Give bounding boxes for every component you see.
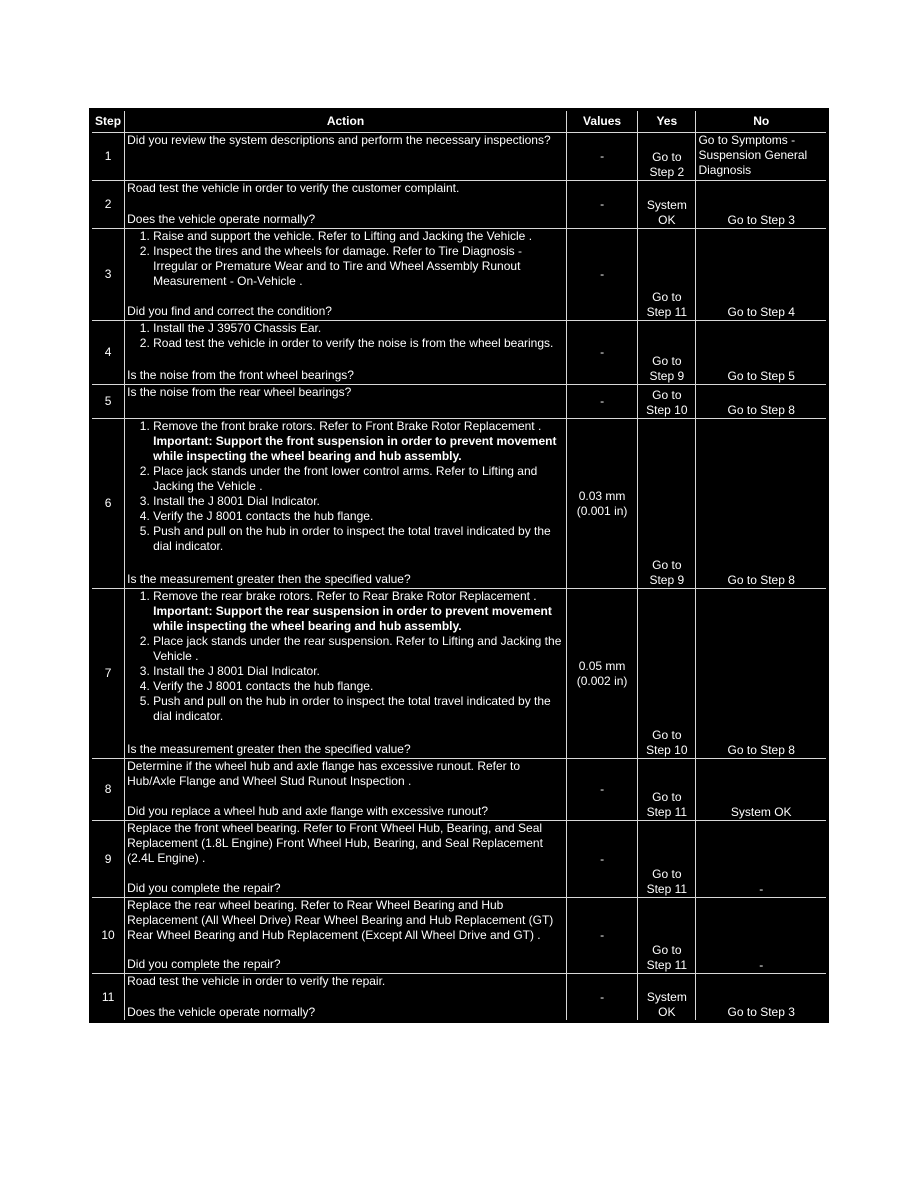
question: Does the vehicle operate normally? [127, 1005, 316, 1019]
question: Is the noise from the front wheel bearings? [127, 368, 354, 382]
diagnostic-table [89, 108, 829, 1023]
question: Did you review the system descriptions and perform the necessary inspections? [127, 133, 551, 147]
table-row [91, 759, 828, 821]
instruction: Road test the vehicle in order to verify the repair. [127, 974, 386, 988]
values-cell: - [566, 759, 637, 821]
list-item: 2. Place jack stands under the front lower control arms. Refer to Lifting and Jacking the Vehicle . [153, 464, 564, 494]
list-item: 2. Inspect the tires and the wheels for damage. Refer to Tire Diagnosis - Irregular or Premature Wear and to Tire and Wheel Assembly Runout Measurement - On-Vehicle . [153, 244, 564, 289]
action-cell [125, 821, 567, 898]
step-number: 8 [91, 759, 125, 821]
question: Did you replace a wheel hub and axle flange with excessive runout? [127, 804, 489, 818]
important-note: Important: Support the front suspension in order to prevent movement while inspecting the wheel bearing and hub assembly. [153, 434, 557, 463]
values-cell: 0.03 mm (0.001 in) [566, 419, 637, 589]
action-cell [125, 759, 567, 821]
step-number: 9 [91, 821, 125, 898]
table-row [91, 229, 828, 321]
table-row [91, 321, 828, 385]
action-cell [125, 385, 567, 419]
action-cell [125, 229, 567, 321]
header-action: Action [125, 110, 567, 133]
yes-cell: System OK [638, 974, 696, 1022]
step-number: 11 [91, 974, 125, 1022]
header-row [91, 110, 828, 133]
no-cell: Go to Step 4 [696, 229, 828, 321]
list-item: 1. Raise and support the vehicle. Refer to Lifting and Jacking the Vehicle . [153, 229, 564, 244]
header-yes: Yes [638, 110, 696, 133]
instruction: Road test the vehicle in order to verify the customer complaint. [127, 181, 460, 195]
list-item: 5. Push and pull on the hub in order to inspect the total travel indicated by the dial indicator. [153, 694, 564, 724]
no-cell: - [696, 821, 828, 898]
list-item: 3. Install the J 8001 Dial Indicator. [153, 494, 564, 509]
no-cell: Go to Step 8 [696, 419, 828, 589]
step-number: 2 [91, 181, 125, 229]
step-number: 3 [91, 229, 125, 321]
list-item: 2. Place jack stands under the rear suspension. Refer to Lifting and Jacking the Vehicle . [153, 634, 564, 664]
table-row [91, 898, 828, 974]
table-row [91, 974, 828, 1022]
list-item [153, 419, 564, 464]
instruction: Replace the rear wheel bearing. Refer to Rear Wheel Bearing and Hub Replacement (All Wheel Drive) Rear Wheel Bearing and Hub Replacement (GT) Rear Wheel Bearing and Hub Replacement (Except All Wheel Drive and GT) . [127, 898, 554, 942]
list-item: 4. Verify the J 8001 contacts the hub flange. [153, 679, 564, 694]
list-item-text: Remove the rear brake rotors. Refer to Rear Brake Rotor Replacement . [153, 589, 537, 603]
action-cell [125, 419, 567, 589]
header-values: Values [566, 110, 637, 133]
yes-cell: Go to Step 9 [638, 321, 696, 385]
no-cell: Go to Step 8 [696, 589, 828, 759]
question: Does the vehicle operate normally? [127, 212, 316, 226]
values-cell: - [566, 321, 637, 385]
action-cell [125, 898, 567, 974]
values-cell: - [566, 181, 637, 229]
action-cell [125, 974, 567, 1022]
table-row [91, 589, 828, 759]
action-cell [125, 181, 567, 229]
question: Did you find and correct the condition? [127, 304, 332, 318]
list-item: 1. Install the J 39570 Chassis Ear. [153, 321, 564, 336]
step-number: 10 [91, 898, 125, 974]
action-cell [125, 321, 567, 385]
step-number: 5 [91, 385, 125, 419]
yes-cell: Go to Step 10 [638, 385, 696, 419]
step-number: 4 [91, 321, 125, 385]
no-cell: - [696, 898, 828, 974]
step-list [127, 321, 564, 351]
yes-cell: Go to Step 11 [638, 229, 696, 321]
list-item: 4. Verify the J 8001 contacts the hub flange. [153, 509, 564, 524]
values-cell: - [566, 974, 637, 1022]
question: Did you complete the repair? [127, 957, 281, 971]
no-cell: Go to Step 3 [696, 974, 828, 1022]
question: Is the measurement greater then the specified value? [127, 572, 411, 586]
values-cell: - [566, 229, 637, 321]
step-list [127, 589, 564, 724]
action-cell [125, 133, 567, 181]
step-number: 6 [91, 419, 125, 589]
instruction: Replace the front wheel bearing. Refer to Front Wheel Hub, Bearing, and Seal Replacement (1.8L Engine) Front Wheel Hub, Bearing, and Seal Replacement (2.4L Engine) . [127, 821, 543, 865]
header-step: Step [91, 110, 125, 133]
instruction: Determine if the wheel hub and axle flange has excessive runout. Refer to Hub/Axle Flange and Wheel Stud Runout Inspection . [127, 759, 521, 788]
list-item: 2. Road test the vehicle in order to verify the noise is from the wheel bearings. [153, 336, 564, 351]
no-cell: Go to Step 3 [696, 181, 828, 229]
header-no: No [696, 110, 828, 133]
step-number: 1 [91, 133, 125, 181]
table-row [91, 385, 828, 419]
table-row [91, 821, 828, 898]
step-number: 7 [91, 589, 125, 759]
yes-cell: Go to Step 11 [638, 759, 696, 821]
list-item-text: Remove the front brake rotors. Refer to Front Brake Rotor Replacement . [153, 419, 542, 433]
step-list [127, 419, 564, 554]
question: Is the measurement greater then the specified value? [127, 742, 411, 756]
list-item: 3. Install the J 8001 Dial Indicator. [153, 664, 564, 679]
yes-cell: Go to Step 10 [638, 589, 696, 759]
yes-cell: System OK [638, 181, 696, 229]
no-cell: System OK [696, 759, 828, 821]
no-cell: Go to Step 8 [696, 385, 828, 419]
list-item: 5. Push and pull on the hub in order to inspect the total travel indicated by the dial indicator. [153, 524, 564, 554]
values-cell: - [566, 898, 637, 974]
list-item [153, 589, 564, 634]
important-note: Important: Support the rear suspension in order to prevent movement while inspecting the wheel bearing and hub assembly. [153, 604, 552, 633]
yes-cell: Go to Step 11 [638, 898, 696, 974]
yes-cell: Go to Step 11 [638, 821, 696, 898]
table-row [91, 419, 828, 589]
table-row [91, 181, 828, 229]
question: Is the noise from the rear wheel bearings? [127, 385, 352, 399]
values-cell: - [566, 821, 637, 898]
yes-cell: Go to Step 2 [638, 133, 696, 181]
values-cell: - [566, 133, 637, 181]
step-list [127, 229, 564, 289]
table-row [91, 133, 828, 181]
question: Did you complete the repair? [127, 881, 281, 895]
values-cell: 0.05 mm (0.002 in) [566, 589, 637, 759]
action-cell [125, 589, 567, 759]
yes-cell: Go to Step 9 [638, 419, 696, 589]
no-cell: Go to Step 5 [696, 321, 828, 385]
values-cell: - [566, 385, 637, 419]
no-cell: Go to Symptoms - Suspension General Diagnosis [696, 133, 828, 181]
